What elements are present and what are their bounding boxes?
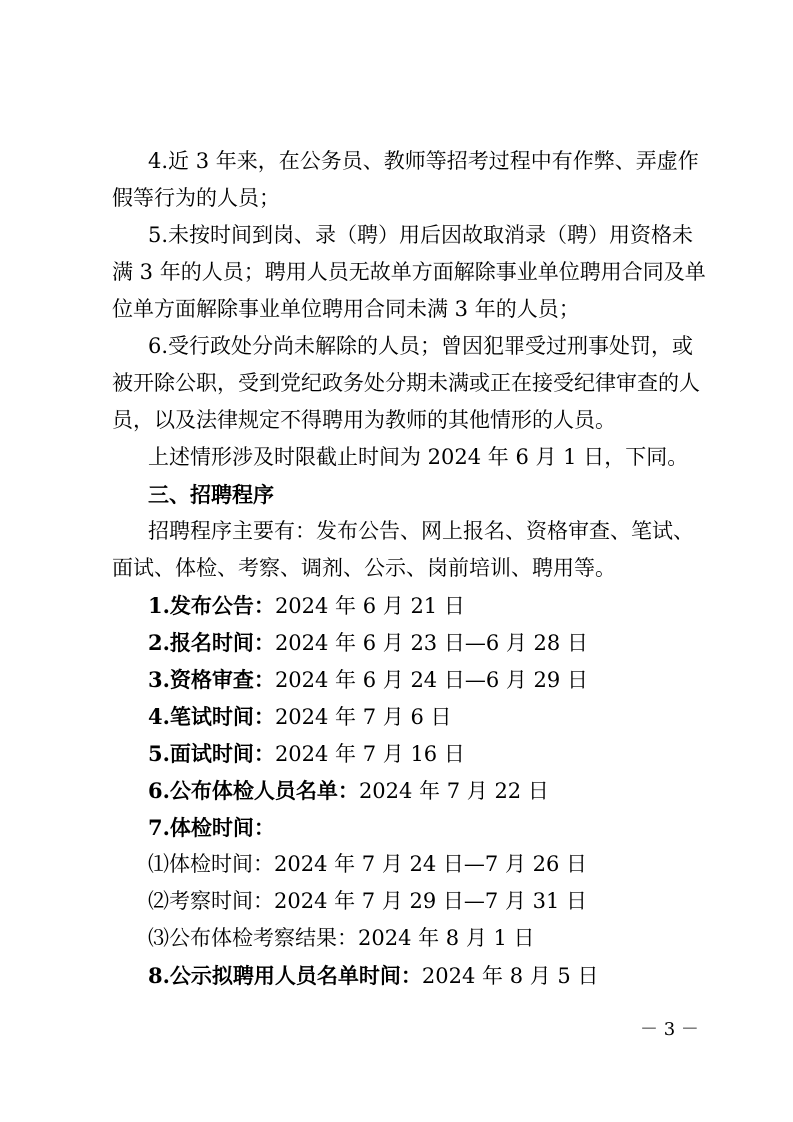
schedule-item bbox=[112, 698, 692, 735]
schedule-label: 1.发布公告： bbox=[148, 593, 275, 618]
time-limit-note: 上述情形涉及时限截止时间为 2024 年 6 月 1 日，下同。 bbox=[148, 445, 689, 469]
item-5-line-3: 位单方面解除事业单位聘用合同未满 3 年的人员； bbox=[112, 297, 580, 321]
procedure-line-2: 面试、体检、考察、调剂、公示、岗前培训、聘用等。 bbox=[112, 556, 616, 580]
procedure-line-1: 招聘程序主要有：发布公告、网上报名、资格审查、笔试、 bbox=[148, 519, 694, 543]
schedule-label: 7.体检时间： bbox=[148, 815, 275, 840]
schedule-item bbox=[112, 661, 692, 698]
schedule-item bbox=[112, 957, 692, 994]
sub-schedule-item: ⑴体检时间：2024 年 7 月 24 日—7 月 26 日 bbox=[148, 852, 588, 876]
item-6-line-3: 员，以及法律规定不得聘用为教师的其他情形的人员。 bbox=[112, 408, 616, 432]
item-6-line-2: 被开除公职，受到党纪政务处分期未满或正在接受纪律审查的人 bbox=[112, 371, 700, 395]
schedule-value: 2024 年 8 月 5 日 bbox=[421, 964, 599, 988]
schedule-label: 3.资格审查： bbox=[148, 667, 275, 692]
schedule-label: 5.面试时间： bbox=[148, 741, 275, 766]
sub-schedule-item: ⑵考察时间：2024 年 7 月 29 日—7 月 31 日 bbox=[148, 889, 588, 913]
item-5-line-2: 满 3 年的人员；聘用人员无故单方面解除事业单位聘用合同及单 bbox=[112, 260, 706, 284]
schedule-value: 2024 年 6 月 23 日—6 月 28 日 bbox=[274, 631, 588, 655]
schedule-label: 4.笔试时间： bbox=[148, 704, 275, 729]
item-5-line-1: 5.未按时间到岗、录（聘）用后因故取消录（聘）用资格未 bbox=[148, 223, 694, 247]
schedule-item bbox=[112, 624, 692, 661]
schedule-item bbox=[112, 809, 692, 846]
item-4-line-1: 4.近 3 年来，在公务员、教师等招考过程中有作弊、弄虚作 bbox=[148, 149, 699, 173]
item-4-line-2: 假等行为的人员； bbox=[112, 186, 280, 210]
page-number: － 3 － bbox=[640, 1019, 699, 1040]
schedule-value: 2024 年 6 月 21 日 bbox=[274, 594, 465, 618]
schedule-value: 2024 年 7 月 22 日 bbox=[358, 779, 549, 803]
schedule-label: 2.报名时间： bbox=[148, 630, 275, 655]
schedule-item bbox=[112, 735, 692, 772]
schedule-value: 2024 年 6 月 24 日—6 月 29 日 bbox=[274, 668, 588, 692]
schedule-item bbox=[112, 587, 692, 624]
schedule-value: 2024 年 7 月 16 日 bbox=[274, 742, 465, 766]
sub-schedule-item: ⑶公布体检考察结果：2024 年 8 月 1 日 bbox=[148, 926, 535, 950]
section-heading: 三、招聘程序 bbox=[148, 482, 274, 507]
item-6-line-1: 6.受行政处分尚未解除的人员；曾因犯罪受过刑事处罚，或 bbox=[148, 334, 694, 358]
schedule-value: 2024 年 7 月 6 日 bbox=[274, 705, 452, 729]
document-body bbox=[112, 143, 706, 994]
schedule-label: 6.公布体检人员名单： bbox=[148, 778, 359, 803]
schedule-item bbox=[112, 772, 692, 809]
schedule-label: 8.公示拟聘用人员名单时间： bbox=[148, 963, 422, 988]
